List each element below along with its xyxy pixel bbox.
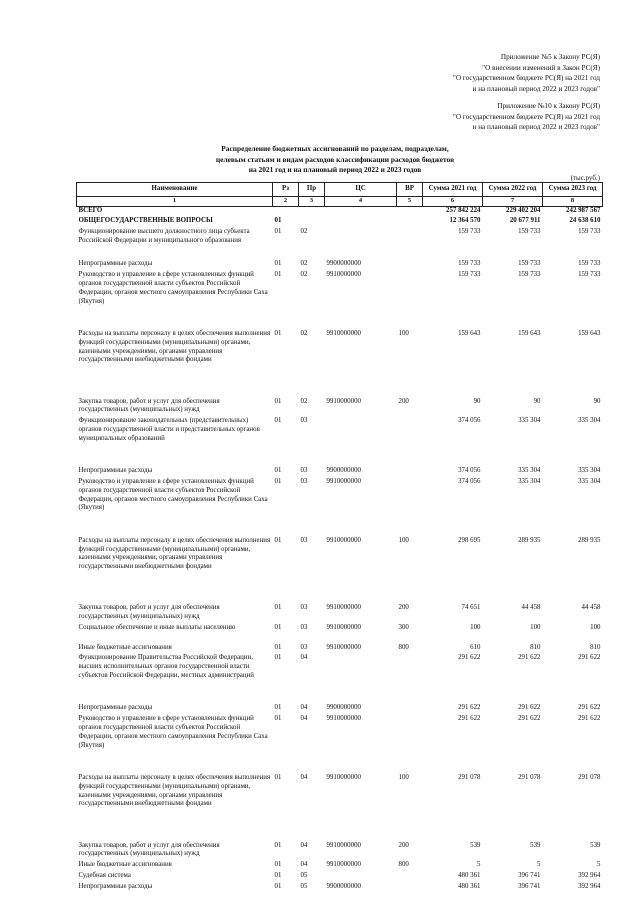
row-pr: 02	[300, 330, 308, 338]
row-sum-2023: 291 622	[578, 654, 601, 662]
row-cs: 9900000000	[326, 704, 361, 712]
row-sum-2021: 100	[470, 624, 481, 632]
row-cs: 9910000000	[326, 478, 361, 486]
column-number: 5	[397, 197, 423, 207]
row-rz: 01	[274, 841, 282, 849]
row-sum-2022: 291 622	[518, 654, 541, 662]
table-row	[77, 478, 603, 537]
row-rz: 01	[274, 624, 282, 632]
row-sum-2023: 392 964	[578, 882, 601, 890]
table-row	[77, 467, 603, 478]
row-name: Руководство и управление в сфере установленных функций органов государственной власти субъектов Российской Федерации, органов местного самоуправления Республики Саха (Якутия)	[78, 478, 268, 512]
row-rz	[273, 207, 299, 218]
table-row	[77, 883, 603, 894]
table-row	[77, 228, 603, 260]
row-pr: 02	[300, 260, 308, 268]
row-sum-2023: 291 622	[578, 704, 601, 712]
row-vr: 300	[398, 624, 409, 632]
row-name: ОБЩЕГОСУДАРСТВЕННЫЕ ВОПРОСЫ	[78, 217, 213, 225]
row-cs: 9910000000	[326, 604, 361, 612]
row-vr	[397, 228, 423, 260]
header-sum-2023: Сумма 2023 год	[543, 183, 603, 197]
table-body	[77, 207, 603, 894]
appendix-10-line: Приложение №10 к Закону РС(Я)	[497, 102, 600, 110]
row-sum-2021: 291 078	[458, 774, 481, 782]
column-number: 1	[77, 197, 273, 207]
row-sum-2022: 291 078	[518, 774, 541, 782]
row-sum-2022: 335 304	[518, 417, 541, 425]
row-vr: 200	[398, 604, 409, 612]
row-sum-2021: 374 056	[458, 467, 481, 475]
column-number-row	[77, 197, 603, 207]
row-rz: 01	[274, 643, 282, 651]
row-sum-2023: 44 458	[581, 604, 601, 612]
row-rz: 01	[274, 260, 282, 268]
row-pr: 03	[300, 604, 308, 612]
row-pr: 03	[300, 624, 308, 632]
row-pr: 03	[300, 417, 308, 425]
table-row	[77, 537, 603, 605]
row-vr	[397, 478, 423, 537]
row-rz: 01	[274, 228, 282, 236]
appendix-10-line: и на плановый период 2022 и 2023 годов"	[472, 123, 600, 131]
row-cs: 9910000000	[326, 624, 361, 632]
row-sum-2021: 159 733	[458, 271, 481, 279]
appendix-5-line: "О государственном бюджете РС(Я) на 2021 год	[452, 74, 600, 82]
appendix-10-header	[453, 101, 600, 133]
appendix-5-line: "О внесении изменений в Закон РС(Я)	[482, 63, 600, 72]
row-rz: 01	[274, 467, 282, 475]
row-sum-2021: 74 651	[461, 604, 481, 612]
row-sum-2022: 159 733	[518, 228, 541, 236]
row-vr: 100	[398, 774, 409, 782]
row-sum-2021: 159 733	[458, 260, 481, 268]
table-header-row	[77, 183, 603, 197]
row-sum-2023: 291 078	[578, 774, 601, 782]
row-pr	[299, 217, 325, 228]
row-sum-2022: 44 458	[521, 604, 541, 612]
row-vr: 800	[398, 861, 409, 869]
row-name: Расходы на выплаты персоналу в целях обеспечения выполнения функций государственными (муниципальными) органами, казенными учреждениями, органами управления государственными внебюджетными фондами	[78, 330, 271, 364]
column-number: 6	[423, 197, 483, 207]
column-number: 3	[299, 197, 325, 207]
row-name: Руководство и управление в сфере установленных функций органов государственной власти субъектов Российской Федерации, органов местного самоуправления Республики Саха (Якутия)	[78, 271, 268, 305]
table-row	[77, 271, 603, 330]
row-vr	[397, 467, 423, 478]
table-row	[77, 260, 603, 271]
row-name: Функционирование высшего должностного лица субъекта Российской Федерации и муниципального образования	[78, 228, 250, 244]
row-rz: 01	[274, 774, 282, 782]
table-row	[77, 715, 603, 774]
row-rz: 01	[274, 654, 282, 662]
table-row	[77, 330, 603, 398]
row-name: Закупка товаров, работ и услуг для обеспечения государственных (муниципальных) нужд	[78, 397, 220, 414]
row-vr	[397, 260, 423, 271]
row-sum-2021: 291 622	[458, 715, 481, 723]
row-sum-2021: 90	[473, 397, 481, 405]
row-name: ВСЕГО	[78, 207, 103, 214]
row-name: Расходы на выплаты персоналу в целях обеспечения выполнения функций государственными (муниципальными) органами, казенными учреждениями, органами управления государственными внебюджетными фондами	[78, 536, 271, 571]
row-pr: 04	[300, 704, 308, 712]
header-sum-2021: Сумма 2021 год	[423, 183, 483, 197]
row-vr	[397, 704, 423, 715]
appendix-5-line: Приложение №5 к Закону РС(Я)	[500, 53, 600, 61]
row-rz: 01	[274, 417, 282, 425]
row-sum-2022: 335 304	[518, 478, 541, 486]
row-sum-2022: 159 643	[518, 330, 541, 338]
row-sum-2022: 229 402 204	[506, 207, 541, 214]
row-vr	[397, 883, 423, 894]
row-rz: 01	[274, 861, 282, 869]
row-sum-2023: 90	[593, 397, 601, 405]
header-pr: Пр	[299, 183, 325, 197]
row-name: Расходы на выплаты персоналу в целях обеспечения выполнения функций государственными (муниципальными) органами, казенными учреждениями, органами управления государственными внебюджетными фондами	[78, 774, 271, 808]
row-rz: 01	[274, 478, 282, 486]
row-sum-2023: 335 304	[578, 417, 601, 425]
row-cs: 9900000000	[326, 260, 361, 268]
row-sum-2021: 374 056	[458, 478, 481, 486]
row-sum-2021: 539	[470, 841, 481, 849]
document-title	[150, 144, 520, 176]
row-sum-2022: 5	[537, 861, 541, 869]
table-row	[77, 704, 603, 715]
row-cs	[325, 872, 397, 883]
row-sum-2022: 100	[530, 624, 541, 632]
row-sum-2021: 610	[470, 643, 481, 651]
row-sum-2022: 810	[530, 643, 541, 651]
row-rz: 01	[274, 872, 282, 880]
row-sum-2023: 335 304	[578, 478, 601, 486]
row-name: Функционирование законодательных (представительных) органов государственной власти и представительных органов муниципальных образований	[78, 417, 260, 442]
row-pr: 05	[300, 882, 308, 890]
row-sum-2021: 159 733	[458, 228, 481, 236]
row-vr: 100	[398, 536, 409, 544]
column-number: 7	[483, 197, 543, 207]
row-sum-2023: 159 643	[578, 330, 601, 338]
row-sum-2021: 159 643	[458, 330, 481, 338]
row-cs: 9910000000	[326, 861, 361, 869]
table-row	[77, 217, 603, 228]
header-name: Наименование	[77, 183, 273, 197]
row-rz: 01	[274, 704, 282, 712]
row-sum-2022: 539	[530, 841, 541, 849]
row-sum-2022: 159 733	[518, 260, 541, 268]
row-vr	[397, 872, 423, 883]
table-row	[77, 624, 603, 644]
row-sum-2021: 480 361	[458, 872, 481, 880]
row-sum-2022: 289 935	[518, 536, 541, 544]
header-sum-2022: Сумма 2022 год	[483, 183, 543, 197]
row-vr	[397, 654, 423, 704]
row-sum-2023: 159 733	[578, 228, 601, 236]
row-sum-2021: 12 364 570	[449, 217, 481, 225]
row-pr: 04	[300, 774, 308, 782]
row-vr	[397, 207, 423, 218]
row-sum-2023: 392 964	[578, 872, 601, 880]
title-line: целевым статьям и видам расходов классификации расходов бюджетов	[215, 154, 455, 164]
table-row	[77, 398, 603, 418]
row-pr: 02	[300, 397, 308, 405]
row-sum-2022: 159 733	[518, 271, 541, 279]
header-rz: Рз	[273, 183, 299, 197]
row-sum-2021: 374 056	[458, 417, 481, 425]
row-pr	[299, 207, 325, 218]
row-name: Закупка товаров, работ и услуг для обеспечения государственных (муниципальных) нужд	[78, 841, 220, 858]
row-vr	[397, 417, 423, 467]
row-vr: 800	[398, 643, 409, 651]
row-pr: 03	[300, 536, 308, 544]
row-name: Судебная система	[78, 872, 131, 880]
row-pr: 04	[300, 715, 308, 723]
row-sum-2023: 539	[590, 841, 601, 849]
budget-table	[76, 182, 603, 894]
row-vr: 100	[398, 330, 409, 338]
row-sum-2023: 242 987 567	[566, 207, 601, 214]
row-sum-2021: 298 695	[458, 536, 481, 544]
row-sum-2023: 5	[597, 861, 601, 869]
row-sum-2023: 24 638 610	[569, 217, 601, 225]
row-sum-2022: 396 741	[518, 872, 541, 880]
row-pr: 04	[300, 861, 308, 869]
row-pr: 04	[300, 841, 308, 849]
header-cs: ЦС	[325, 183, 397, 197]
table-row	[77, 842, 603, 862]
row-vr: 200	[398, 841, 409, 849]
table-row	[77, 417, 603, 467]
row-cs	[325, 417, 397, 467]
row-vr	[397, 217, 423, 228]
column-number: 4	[325, 197, 397, 207]
row-rz: 01	[274, 604, 282, 612]
row-cs	[325, 654, 397, 704]
row-sum-2023: 100	[590, 624, 601, 632]
column-number: 2	[273, 197, 299, 207]
row-sum-2022: 90	[533, 397, 541, 405]
row-sum-2023: 810	[590, 643, 601, 651]
row-sum-2021: 5	[477, 861, 481, 869]
title-line: Распределение бюджетных ассигнований по разделам, подразделам,	[221, 144, 449, 153]
row-vr: 200	[398, 397, 409, 405]
row-pr: 02	[300, 228, 308, 236]
row-sum-2022: 291 622	[518, 715, 541, 723]
row-cs: 9910000000	[326, 715, 361, 723]
row-cs: 9910000000	[326, 643, 361, 651]
row-cs: 9910000000	[326, 397, 361, 405]
row-pr: 05	[300, 872, 308, 880]
row-sum-2022: 291 622	[518, 704, 541, 712]
table-row	[77, 774, 603, 842]
row-name: Непрограммные расходы	[78, 260, 153, 268]
row-vr	[397, 715, 423, 774]
row-pr: 02	[300, 271, 308, 279]
table-row	[77, 654, 603, 704]
row-sum-2021: 291 622	[458, 704, 481, 712]
row-sum-2021: 257 842 224	[446, 207, 481, 214]
table-row	[77, 872, 603, 883]
row-sum-2023: 159 733	[578, 260, 601, 268]
row-rz: 01	[274, 397, 282, 405]
row-name: Социальное обеспечение и иные выплаты населению	[78, 624, 236, 632]
row-vr	[397, 271, 423, 330]
row-sum-2022: 396 741	[518, 882, 541, 890]
appendix-5-header	[453, 52, 600, 94]
table-row	[77, 604, 603, 624]
row-name: Функционирование Правительства Российской Федерации, высших исполнительных органов государственной власти субъектов Российской Федерации, местных администраций	[78, 654, 254, 680]
row-cs: 9910000000	[326, 536, 361, 544]
row-cs	[325, 207, 397, 218]
row-pr: 04	[300, 654, 308, 662]
row-sum-2021: 291 622	[458, 654, 481, 662]
row-pr: 03	[300, 643, 308, 651]
title-line: на 2021 год и на плановый период 2022 и 2023 годов	[248, 165, 422, 174]
column-number: 8	[543, 197, 603, 207]
row-sum-2023: 291 622	[578, 715, 601, 723]
row-rz: 01	[274, 271, 282, 279]
row-cs: 9910000000	[326, 330, 361, 338]
row-rz: 01	[274, 217, 282, 225]
header-vr: ВР	[397, 183, 423, 197]
row-rz: 01	[274, 882, 282, 890]
row-name: Иные бюджетные ассигнования	[78, 861, 172, 869]
row-sum-2023: 289 935	[578, 536, 601, 544]
row-cs	[325, 228, 397, 260]
table-row	[77, 207, 603, 218]
row-cs: 9910000000	[326, 271, 361, 279]
row-sum-2022: 20 677 911	[509, 217, 541, 225]
row-name: Непрограммные расходы	[78, 704, 153, 712]
row-sum-2021: 480 361	[458, 882, 481, 890]
row-rz: 01	[274, 536, 282, 544]
row-pr: 03	[300, 467, 308, 475]
table-row	[77, 861, 603, 872]
row-sum-2022: 335 304	[518, 467, 541, 475]
row-name: Иные бюджетные ассигнования	[78, 643, 172, 651]
row-rz: 01	[274, 715, 282, 723]
row-cs: 9900000000	[326, 882, 361, 890]
units-label: (тыс.руб.)	[570, 174, 600, 182]
row-cs	[325, 217, 397, 228]
row-cs: 9910000000	[326, 774, 361, 782]
row-pr: 03	[300, 478, 308, 486]
table-row	[77, 644, 603, 655]
row-name: Непрограммные расходы	[78, 882, 153, 890]
row-sum-2023: 335 304	[578, 467, 601, 475]
row-name: Закупка товаров, работ и услуг для обеспечения государственных (муниципальных) нужд	[78, 604, 220, 621]
row-cs: 9910000000	[326, 841, 361, 849]
row-name: Непрограммные расходы	[78, 467, 153, 475]
row-name: Руководство и управление в сфере установленных функций органов государственной власти субъектов Российской Федерации, органов местного самоуправления Республики Саха (Якутия)	[78, 715, 268, 749]
row-rz: 01	[274, 330, 282, 338]
appendix-10-line: "О государственном бюджете РС(Я) на 2021 год	[452, 112, 600, 121]
row-cs: 9900000000	[326, 467, 361, 475]
appendix-5-line: и на плановый период 2022 и 2023 годов"	[472, 84, 600, 93]
row-sum-2023: 159 733	[578, 271, 601, 279]
